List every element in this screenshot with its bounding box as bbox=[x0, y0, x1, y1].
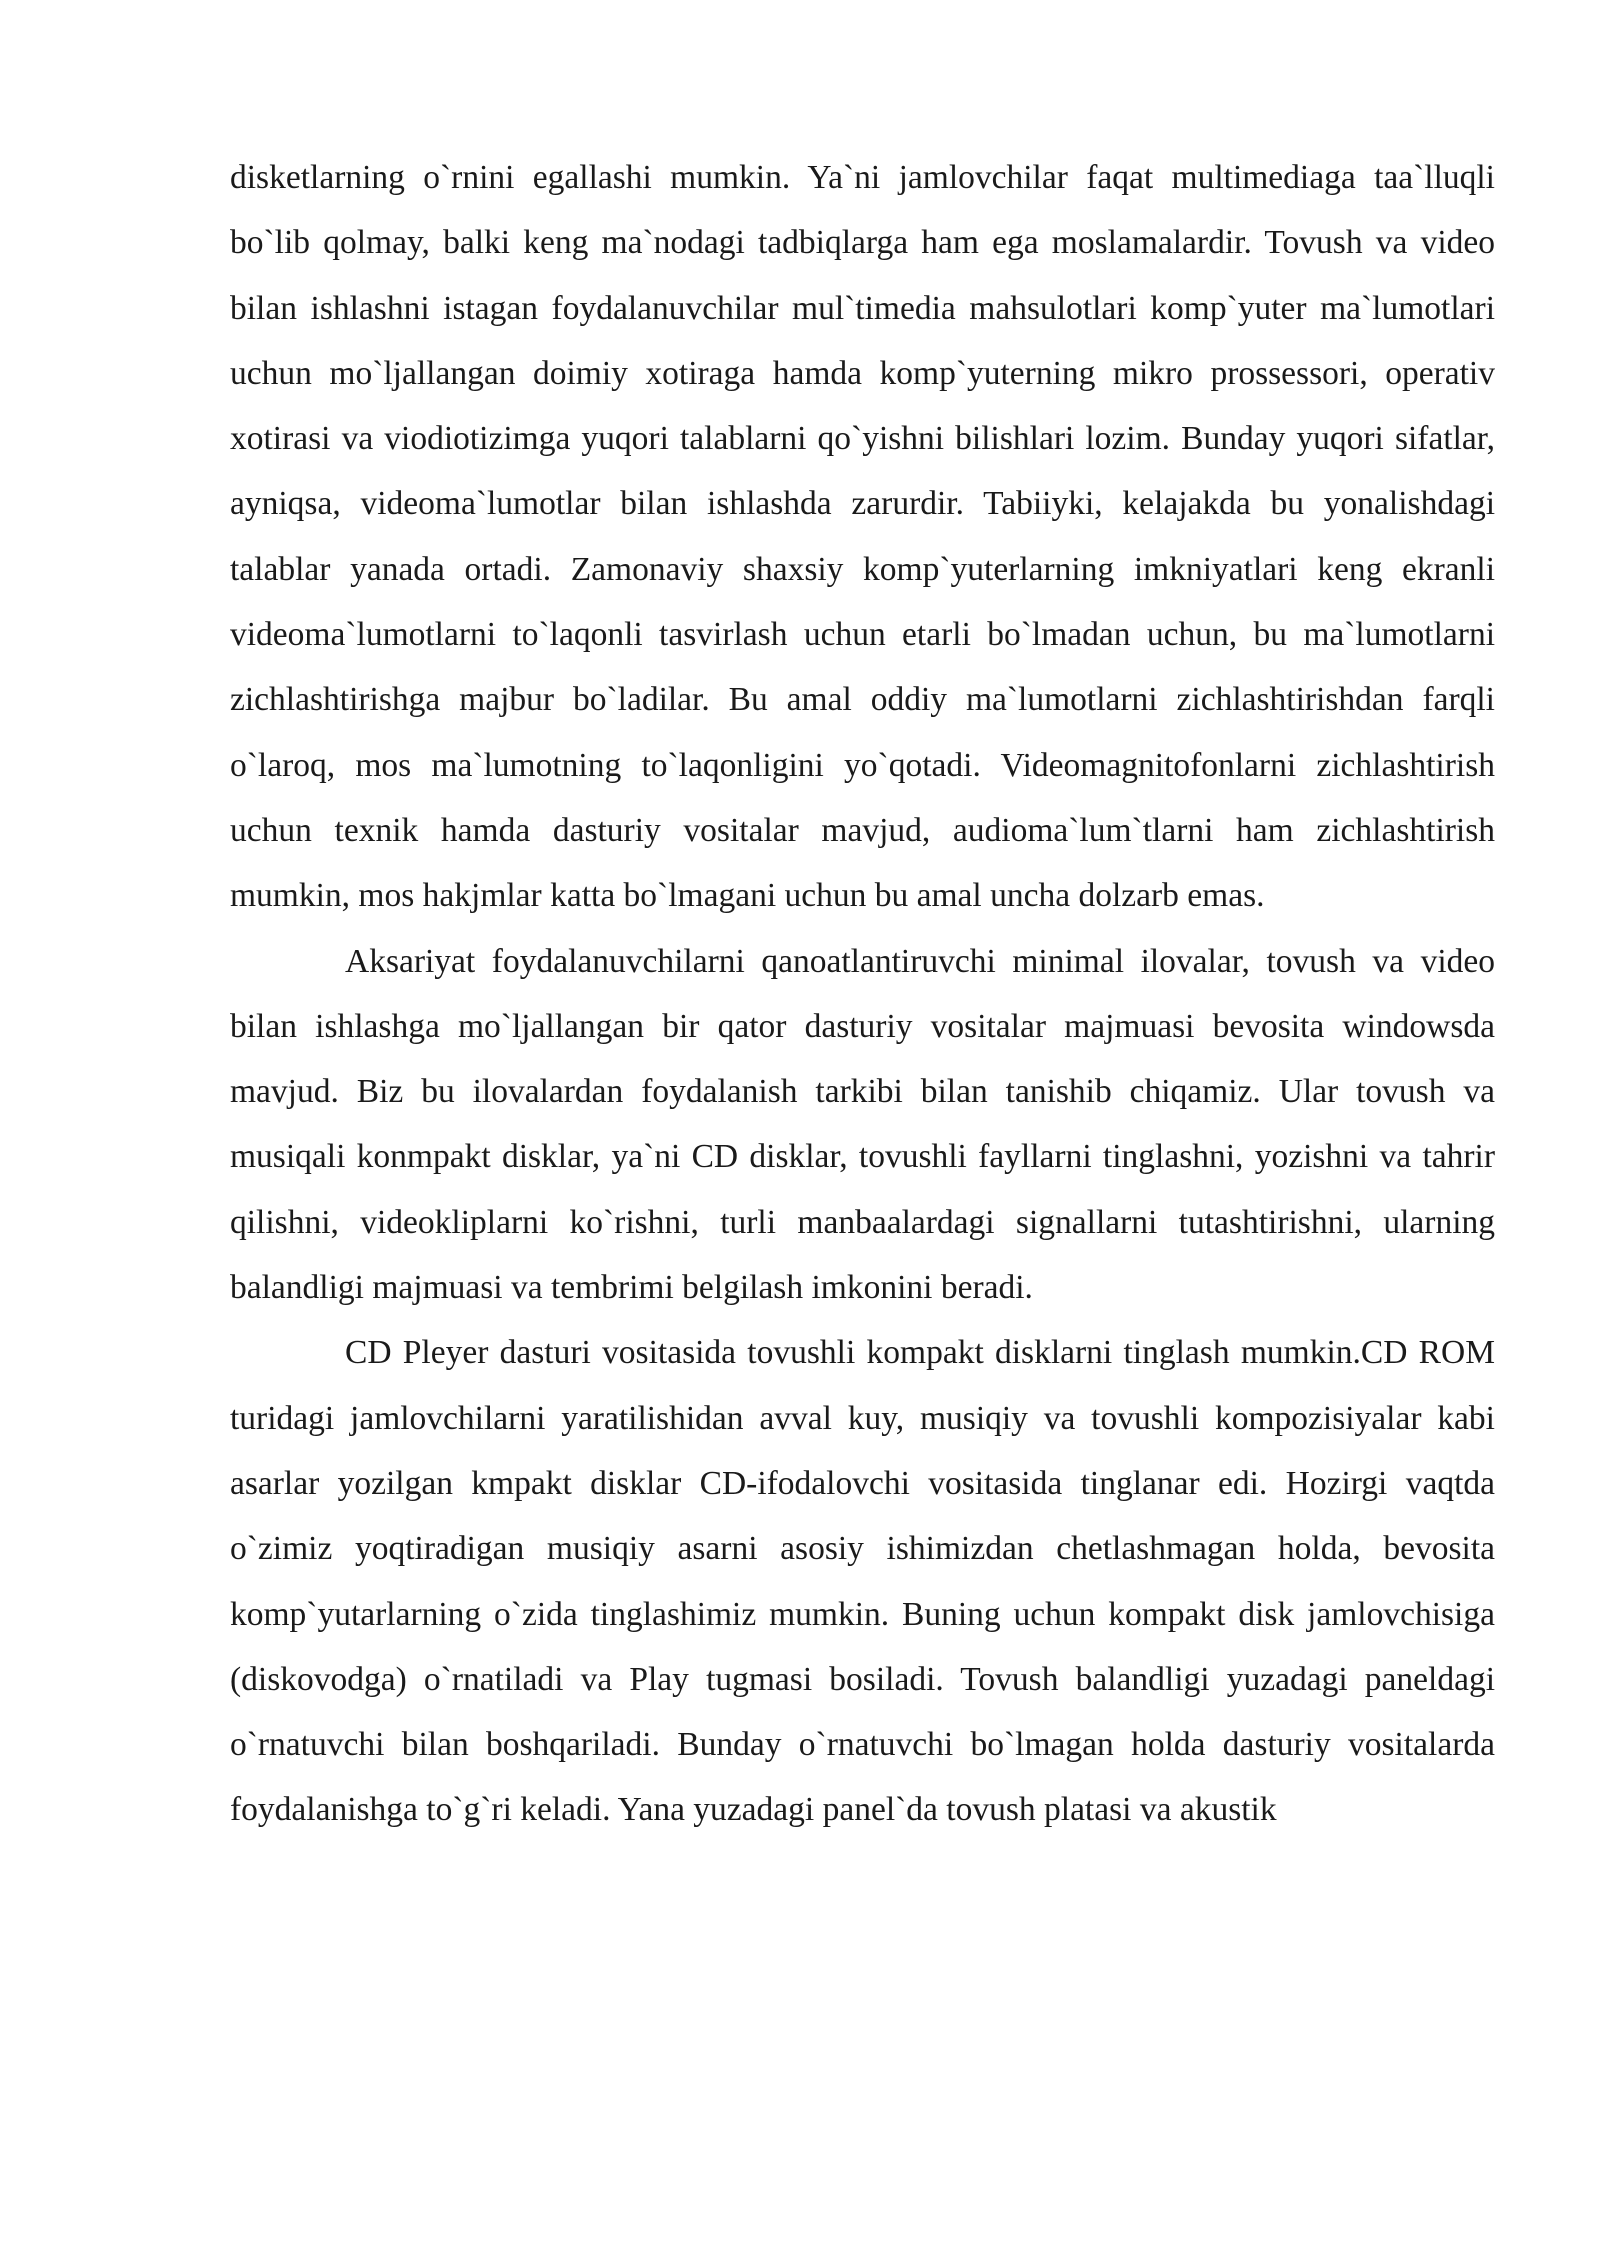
paragraph-3: CD Pleyer dasturi vositasida tovushli kompakt disklarni tinglash mumkin.CD ROM turidagi jamlovchilarni yaratilishidan avval kuy, musiqiy va tovushli kompozisiyalar kabi asarlar yozilgan kmpakt disklar CD-ifodalovchi vositasida tinglanar edi. Hozirgi vaqtda o`zimiz yoqtiradigan musiqiy asarni asosiy ishimizdan chetlashmagan holda, bevosita komp`yutarlarning o`zida tinglashimiz mumkin. Buning uchun kompakt disk jamlovchisiga (diskovodga) o`rnatiladi va Play tugmasi bosiladi. Tovush balandligi yuzadagi paneldagi o`rnatuvchi bilan boshqariladi. Bunday o`rnatuvchi bo`lmagan holda dasturiy vositalarda foydalanishga to`g`ri keladi. Yana yuzadagi panel`da tovush platasi va akustik bbox=[230, 1334, 1495, 1829]
paragraph-1: disketlarning o`rnini egallashi mumkin. Ya`ni jamlovchilar faqat multimediaga taa`lluqli bo`lib qolmay, balki keng ma`nodagi tadbiqlarga ham ega moslamalardir. Tovush va video bilan ishlashni istagan foydalanuvchilar mul`timedia mahsulotlari komp`yuter ma`lumotlari uchun mo`ljallangan doimiy xotiraga hamda komp`yuterning mikro prossessori, operativ xotirasi va viodiotizimga yuqori talablarni qo`yishni bilishlari lozim. Bunday yuqori sifatlar, ayniqsa, videoma`lumotlar bilan ishlashda zarurdir. Tabiiyki, kelajakda bu yonalishdagi talablar yanada ortadi. Zamonaviy shaxsiy komp`yuterlarning imkniyatlari keng ekranli videoma`lumotlarni to`laqonli tasvirlash uchun etarli bo`lmadan uchun, bu ma`lumotlarni zichlashtirishga majbur bo`ladilar. Bu amal oddiy ma`lumotlarni zichlashtirishdan farqli o`laroq, mos ma`lumotning to`laqonligini yo`qotadi. Videomagnitofonlarni zichlashtirish uchun texnik hamda dasturiy vositalar mavjud, audioma`lum`tlarni ham zichlashtirish mumkin, mos hakjmlar katta bo`lmagani uchun bu amal uncha dolzarb emas. bbox=[230, 159, 1495, 915]
paragraph-2: Aksariyat foydalanuvchilarni qanoatlantiruvchi minimal ilovalar, tovush va video bilan ishlashga mo`ljallangan bir qator dasturiy vositalar majmuasi bevosita windowsda mavjud. Biz bu ilovalardan foydalanish tarkibi bilan tanishib chiqamiz. Ular tovush va musiqali konmpakt disklar, ya`ni CD disklar, tovushli fayllarni tinglashni, yozishni va tahrir qilishni, videokliplarni ko`rishni, turli manbaalardagi signallarni tutashtirishni, ularning balandligi majmuasi va tembrimi belgilash imkonini beradi. bbox=[230, 942, 1495, 1307]
document-body bbox=[230, 145, 1495, 1843]
